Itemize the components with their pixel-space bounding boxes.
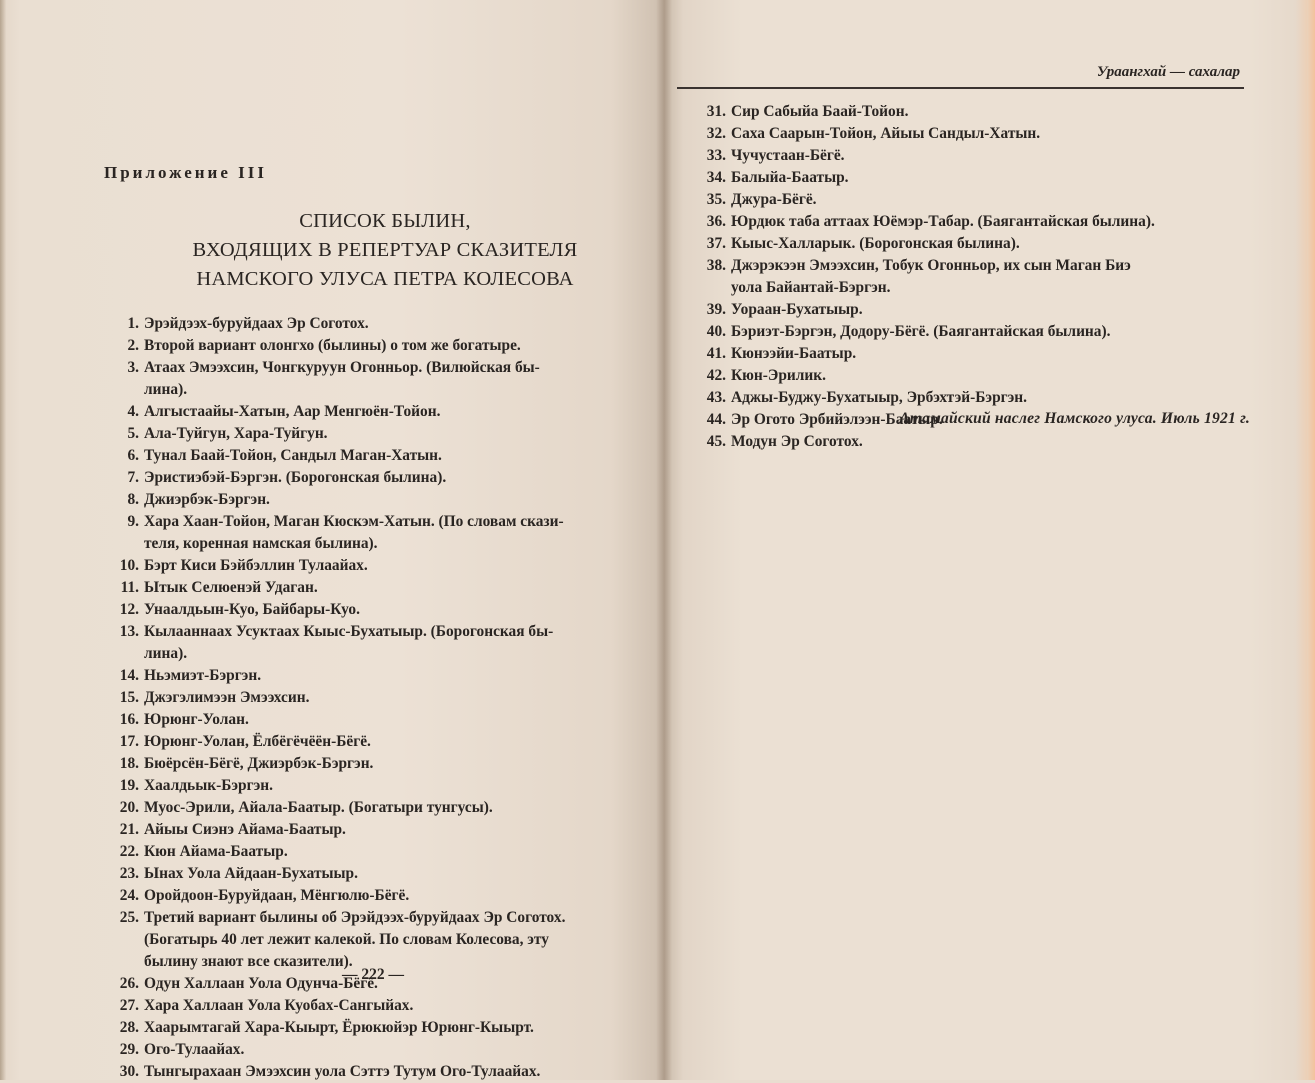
item-text: Эристиэбэй-Бэргэн. (Борогонская былина). bbox=[144, 469, 447, 486]
running-head: Ураангхай — сахалар bbox=[1096, 64, 1240, 80]
list-item bbox=[110, 423, 655, 445]
item-number: 2. bbox=[127, 337, 139, 354]
item-number: 35. bbox=[706, 191, 726, 208]
list-item bbox=[110, 313, 655, 335]
list-item bbox=[697, 365, 1257, 387]
list-item bbox=[697, 343, 1257, 365]
item-text: Ньэмиэт-Бэргэн. bbox=[144, 667, 262, 684]
item-number: 3. bbox=[127, 359, 139, 376]
item-text: уола Байантай-Бэргэн. bbox=[731, 279, 891, 296]
item-text: Юрюнг-Уолан, Ёлбёгёчёён-Бёгё. bbox=[144, 733, 371, 750]
item-text: Кылааннаах Усуктаах Кыыс-Бухатыыр. (Борогонская бы- bbox=[144, 623, 554, 640]
item-number: 27. bbox=[119, 997, 139, 1014]
title-line: НАМСКОГО УЛУСА ПЕТРА КОЛЕСОВА bbox=[196, 268, 574, 290]
list-item bbox=[697, 255, 1257, 299]
list-item bbox=[110, 577, 655, 599]
item-number: 11. bbox=[120, 579, 139, 596]
item-number: 1. bbox=[127, 315, 139, 332]
item-text: Эр Огото Эрбийэлээн-Баатыр. bbox=[731, 411, 943, 428]
list-title bbox=[130, 207, 640, 294]
list-item bbox=[110, 599, 655, 621]
item-text: Хара Хаан-Тойон, Маган Кюскэм-Хатын. (По словам скази- bbox=[144, 513, 564, 530]
list-item bbox=[110, 511, 655, 555]
item-number: 24. bbox=[119, 887, 139, 904]
list-item bbox=[110, 797, 655, 819]
item-number: 10. bbox=[119, 557, 139, 574]
page-edge bbox=[0, 0, 6, 1080]
item-text: Ала-Туйгун, Хара-Туйгун. bbox=[144, 425, 328, 442]
item-number: 6. bbox=[127, 447, 139, 464]
list-item bbox=[697, 233, 1257, 255]
list-item bbox=[110, 775, 655, 797]
place-date-note: Атамайский наслег Намского улуса. Июль 1921 г. bbox=[899, 410, 1250, 427]
item-text: Бэрт Киси Бэйбэллин Тулаайах. bbox=[144, 557, 368, 574]
item-text: Бэриэт-Бэргэн, Додору-Бёгё. (Баягантайская былина). bbox=[731, 323, 1111, 340]
item-number: 15. bbox=[119, 689, 139, 706]
list-item bbox=[697, 123, 1257, 145]
item-text: Одун Халлаан Уола Одунча-Бёгё. bbox=[144, 975, 378, 992]
item-number: 17. bbox=[119, 733, 139, 750]
item-number: 23. bbox=[119, 865, 139, 882]
item-number: 4. bbox=[127, 403, 139, 420]
item-text: Балыйа-Баатыр. bbox=[731, 169, 849, 186]
list-item bbox=[110, 401, 655, 423]
list-item bbox=[110, 885, 655, 907]
item-text: Джиэрбэк-Бэргэн. bbox=[144, 491, 270, 508]
list-item bbox=[110, 731, 655, 753]
item-text: Ынах Уола Айдаан-Бухатыыр. bbox=[144, 865, 358, 882]
item-text: былину знают все сказители). bbox=[144, 953, 353, 970]
item-number: 34. bbox=[706, 169, 726, 186]
list-item bbox=[697, 145, 1257, 167]
item-text: Чучустаан-Бёгё. bbox=[731, 147, 845, 164]
item-number: 18. bbox=[119, 755, 139, 772]
item-number: 42. bbox=[706, 367, 726, 384]
item-text: Джура-Бёгё. bbox=[731, 191, 817, 208]
list-item bbox=[110, 907, 655, 973]
byliny-list-right bbox=[697, 101, 1257, 453]
book-gutter bbox=[656, 0, 672, 1080]
list-item bbox=[110, 335, 655, 357]
item-number: 28. bbox=[119, 1019, 139, 1036]
item-text: Кюн Айама-Баатыр. bbox=[144, 843, 288, 860]
item-text: Юрюнг-Уолан. bbox=[144, 711, 249, 728]
item-number: 16. bbox=[119, 711, 139, 728]
item-number: 31. bbox=[706, 103, 726, 120]
title-line: ВХОДЯЩИХ В РЕПЕРТУАР СКАЗИТЕЛЯ bbox=[192, 239, 578, 261]
list-item bbox=[110, 687, 655, 709]
item-text: Оройдоон-Буруйдаан, Мёнгюлю-Бёгё. bbox=[144, 887, 410, 904]
list-item bbox=[697, 387, 1257, 409]
item-number: 22. bbox=[119, 843, 139, 860]
item-number: 36. bbox=[706, 213, 726, 230]
item-number: 26. bbox=[119, 975, 139, 992]
list-item bbox=[110, 819, 655, 841]
title-line: СПИСОК БЫЛИН, bbox=[299, 210, 471, 232]
list-item bbox=[110, 709, 655, 731]
item-number: 32. bbox=[706, 125, 726, 142]
item-text: Унаалдьын-Куо, Байбары-Куо. bbox=[144, 601, 360, 618]
list-item bbox=[110, 357, 655, 401]
list-item bbox=[110, 863, 655, 885]
list-item bbox=[697, 101, 1257, 123]
list-item bbox=[110, 753, 655, 775]
item-number: 19. bbox=[119, 777, 139, 794]
item-text: Третий вариант былины об Эрэйдээх-буруйдаах Эр Соготох. bbox=[144, 909, 566, 926]
item-text: Модун Эр Соготох. bbox=[731, 433, 863, 450]
item-text: Саха Саарын-Тойон, Айыы Сандыл-Хатын. bbox=[731, 125, 1041, 142]
item-number: 7. bbox=[127, 469, 139, 486]
item-text: Аджы-Буджу-Бухатыыр, Эрбэхтэй-Бэргэн. bbox=[731, 389, 1027, 406]
list-item bbox=[697, 189, 1257, 211]
item-text: Атаах Эмээхсин, Чонгкуруун Огонньор. (Вилюйская бы- bbox=[144, 359, 540, 376]
item-text: лина). bbox=[144, 381, 188, 398]
page-edge bbox=[1307, 0, 1315, 1080]
item-number: 38. bbox=[706, 257, 726, 274]
item-number: 33. bbox=[706, 147, 726, 164]
item-number: 44. bbox=[706, 411, 726, 428]
item-text: Айыы Сиэнэ Айама-Баатыр. bbox=[144, 821, 346, 838]
item-text: Бюёрсён-Бёгё, Джиэрбэк-Бэргэн. bbox=[144, 755, 374, 772]
list-item bbox=[110, 467, 655, 489]
item-number: 37. bbox=[706, 235, 726, 252]
item-text: Эрэйдээх-буруйдаах Эр Соготох. bbox=[144, 315, 369, 332]
list-item bbox=[110, 665, 655, 687]
item-text: Хаарымтагай Хара-Кыырт, Ёрюкюйэр Юрюнг-Кыырт. bbox=[144, 1019, 534, 1036]
list-item bbox=[110, 489, 655, 511]
item-number: 12. bbox=[119, 601, 139, 618]
item-text: Сир Сабыйа Баай-Тойон. bbox=[731, 103, 909, 120]
item-number: 39. bbox=[706, 301, 726, 318]
page-number: — 222 — bbox=[342, 966, 404, 983]
item-number: 13. bbox=[119, 623, 139, 640]
item-text: Юрдюк таба аттаах Юёмэр-Табар. (Баягантайская былина). bbox=[731, 213, 1155, 230]
list-item bbox=[697, 299, 1257, 321]
appendix-label: Приложение III bbox=[104, 163, 267, 182]
list-item bbox=[697, 431, 1257, 453]
list-item bbox=[110, 995, 655, 1017]
header-rule bbox=[677, 87, 1244, 89]
item-number: 5. bbox=[127, 425, 139, 442]
item-text: Джэгэлимээн Эмээхсин. bbox=[144, 689, 310, 706]
item-text: Уораан-Бухатыыр. bbox=[731, 301, 863, 318]
item-text: Кыыс-Халларык. (Борогонская былина). bbox=[731, 235, 1020, 252]
item-text: Кюнээйи-Баатыр. bbox=[731, 345, 857, 362]
list-item bbox=[110, 1017, 655, 1039]
item-number: 29. bbox=[119, 1041, 139, 1058]
item-number: 25. bbox=[119, 909, 139, 926]
item-text: Муос-Эрили, Айала-Баатыр. (Богатыри тунгусы). bbox=[144, 799, 493, 816]
item-number: 45. bbox=[706, 433, 726, 450]
item-number: 20. bbox=[119, 799, 139, 816]
item-number: 30. bbox=[119, 1063, 139, 1080]
item-text: Тунал Баай-Тойон, Сандыл Маган-Хатын. bbox=[144, 447, 442, 464]
item-number: 14. bbox=[119, 667, 139, 684]
item-number: 43. bbox=[706, 389, 726, 406]
item-text: Джэрэкээн Эмээхсин, Тобук Огонньор, их сын Маган Биэ bbox=[731, 257, 1131, 274]
item-text: теля, коренная намская былина). bbox=[144, 535, 378, 552]
item-text: Хаалдьык-Бэргэн. bbox=[144, 777, 273, 794]
list-item bbox=[110, 621, 655, 665]
item-number: 41. bbox=[706, 345, 726, 362]
item-text: Тынгырахаан Эмээхсин уола Сэттэ Тутум Ого-Тулаайах. bbox=[144, 1063, 541, 1080]
item-text: Хара Халлаан Уола Куобах-Сангыйах. bbox=[144, 997, 414, 1014]
item-text: Алгыстаайы-Хатын, Аар Менгюён-Тойон. bbox=[144, 403, 441, 420]
list-item bbox=[110, 1039, 655, 1061]
list-item bbox=[697, 321, 1257, 343]
list-item bbox=[697, 211, 1257, 233]
item-number: 40. bbox=[706, 323, 726, 340]
item-text: Второй вариант олонгхо (былины) о том же богатыре. bbox=[144, 337, 521, 354]
item-number: 9. bbox=[127, 513, 139, 530]
list-item bbox=[110, 841, 655, 863]
list-item bbox=[110, 445, 655, 467]
item-text: Ого-Тулаайах. bbox=[144, 1041, 245, 1058]
item-number: 21. bbox=[119, 821, 139, 838]
list-item bbox=[697, 167, 1257, 189]
item-text: лина). bbox=[144, 645, 188, 662]
item-text: (Богатырь 40 лет лежит калекой. По словам Колесова, эту bbox=[144, 931, 549, 948]
list-item bbox=[110, 555, 655, 577]
item-text: Кюн-Эрилик. bbox=[731, 367, 826, 384]
item-text: Ытык Селюенэй Удаган. bbox=[144, 579, 318, 596]
item-number: 8. bbox=[127, 491, 139, 508]
